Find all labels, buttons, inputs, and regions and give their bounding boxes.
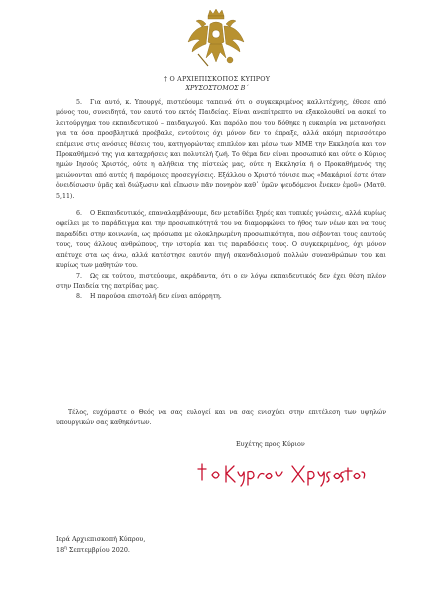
header-subtitle: ΧΡΥΣΟΣΤΟΜΟΣ Β΄ — [185, 84, 249, 92]
paragraph-number: 8. — [76, 293, 82, 301]
paragraph-8 — [56, 292, 386, 302]
paragraph-6 — [56, 209, 386, 271]
paragraph-text: Ως εκ τούτου, πιστεύουμε, ακράδαντα, ότι ο εν λόγω εκπαιδευτικός δεν έχει θέση πλέον στην Παιδεία της πατρίδας μας. — [56, 272, 386, 290]
paragraph-number: 7. — [76, 272, 82, 280]
footer-day-suffix: η — [64, 546, 67, 551]
farewell-line: Ευχέτης προς Κύριον — [236, 440, 305, 448]
closing-text: Τέλος, ευχόμαστε ο Θεός να σας ευλογεί και να σας ενισχύει στην επιτέλεση των υψηλών υπουργικών σας καθηκόντων. — [56, 409, 386, 427]
header-title: † Ο ΑΡΧΙΕΠΙΣΚΟΠΟΣ ΚΥΠΡΟΥ — [163, 75, 271, 83]
footer-date — [56, 546, 130, 554]
paragraph-5 — [56, 98, 386, 202]
letter-body — [56, 98, 386, 303]
paragraph-7 — [56, 272, 386, 293]
paragraph-text: Για αυτό, κ. Υπουργέ, πιστεύουμε ταπεινά ότι ο συγκεκριμένος καλλιτέχνης, έθεσε από μόνος του, συνειδητά, τον εαυτό του εκτός Παιδείας. Είναι ανεπίτρεπτο να εξακολουθεί να ασκεί το λειτούργημα του εκπαιδευτικού – παιδαγωγού. Και παρόλο που του δόθηκε η ευκαιρία να μετανοήσει για τα όσα προσβλητικά προέβαλε, εντούτοις όχι μόνον δεν το έπραξε, αλλά ακόμη περισσότερο επέμεινε στις ανόσιες θέσεις του, κατηγορώντας επιπλέον και μέσω των ΜΜΕ την Εκκλησία και τον Προκαθήμενό της για καταχρήσεις και πολυτελή ζωή. Το θέμα δεν είναι προσωπικό και ούτε ο Κύριος ημών Ιησούς Χριστός, ούτε η αλήθεια της πίστεώς μας, ούτε η Εκκλησία ή ο Προκαθήμενός της μειώνονται από αυτές ή παρόμοιες προσεγγίσεις. Εξάλλου ο Χριστό τόνισε πως «Μακάριοί έστε όταν ὀνειδίσωσιν ὑμᾶς καὶ διώξωσιν καὶ εἴπωσιν πᾶν πονηρὸν καθ᾽ ὑμῶν ψευδόμενοι ἕνεκεν ἐμοῦ» (Ματθ. 5,11). — [56, 99, 386, 200]
paragraph-text: Η παρούσα επιστολή δεν είναι απόρρητη. — [90, 293, 222, 301]
closing-paragraph — [56, 408, 386, 429]
footer-place: Ιερά Αρχιεπισκοπή Κύπρου, — [56, 535, 146, 543]
handwritten-signature — [196, 458, 366, 488]
double-headed-eagle-emblem-icon — [186, 8, 246, 72]
paragraph-text: Ο Εκπαιδευτικός, επαναλαμβάνουμε, δεν μεταδίδει ξηρές και τυπικές γνώσεις, αλλά κυρίως οφείλει με το παράδειγμα και την προσωπικότητά του να διαμορφώνει το ήθος των νέων και να τους παραδίδει στην κοινωνία, ως πρόσωπα με ολοκληρωμένη προσωπικότητα, που σέβονται τους εαυτούς τους, τους άλλους ανθρώπους, την ιστορία και τις παραδόσεις τους. Ο συγκεκριμένος, όχι μόνον απέτυχε στα ως άνω, αλλά κατέστησε εαυτόν πηγή σκανδαλισμού πολλών συνανθρώπων του και κυρίως των μαθητών του. — [56, 210, 386, 270]
footer-day: 18 — [56, 546, 65, 555]
paragraph-number: 6. — [76, 210, 82, 218]
footer-date-rest: Σεπτεμβρίου 2020. — [66, 546, 130, 555]
paragraph-number: 5. — [76, 99, 82, 106]
